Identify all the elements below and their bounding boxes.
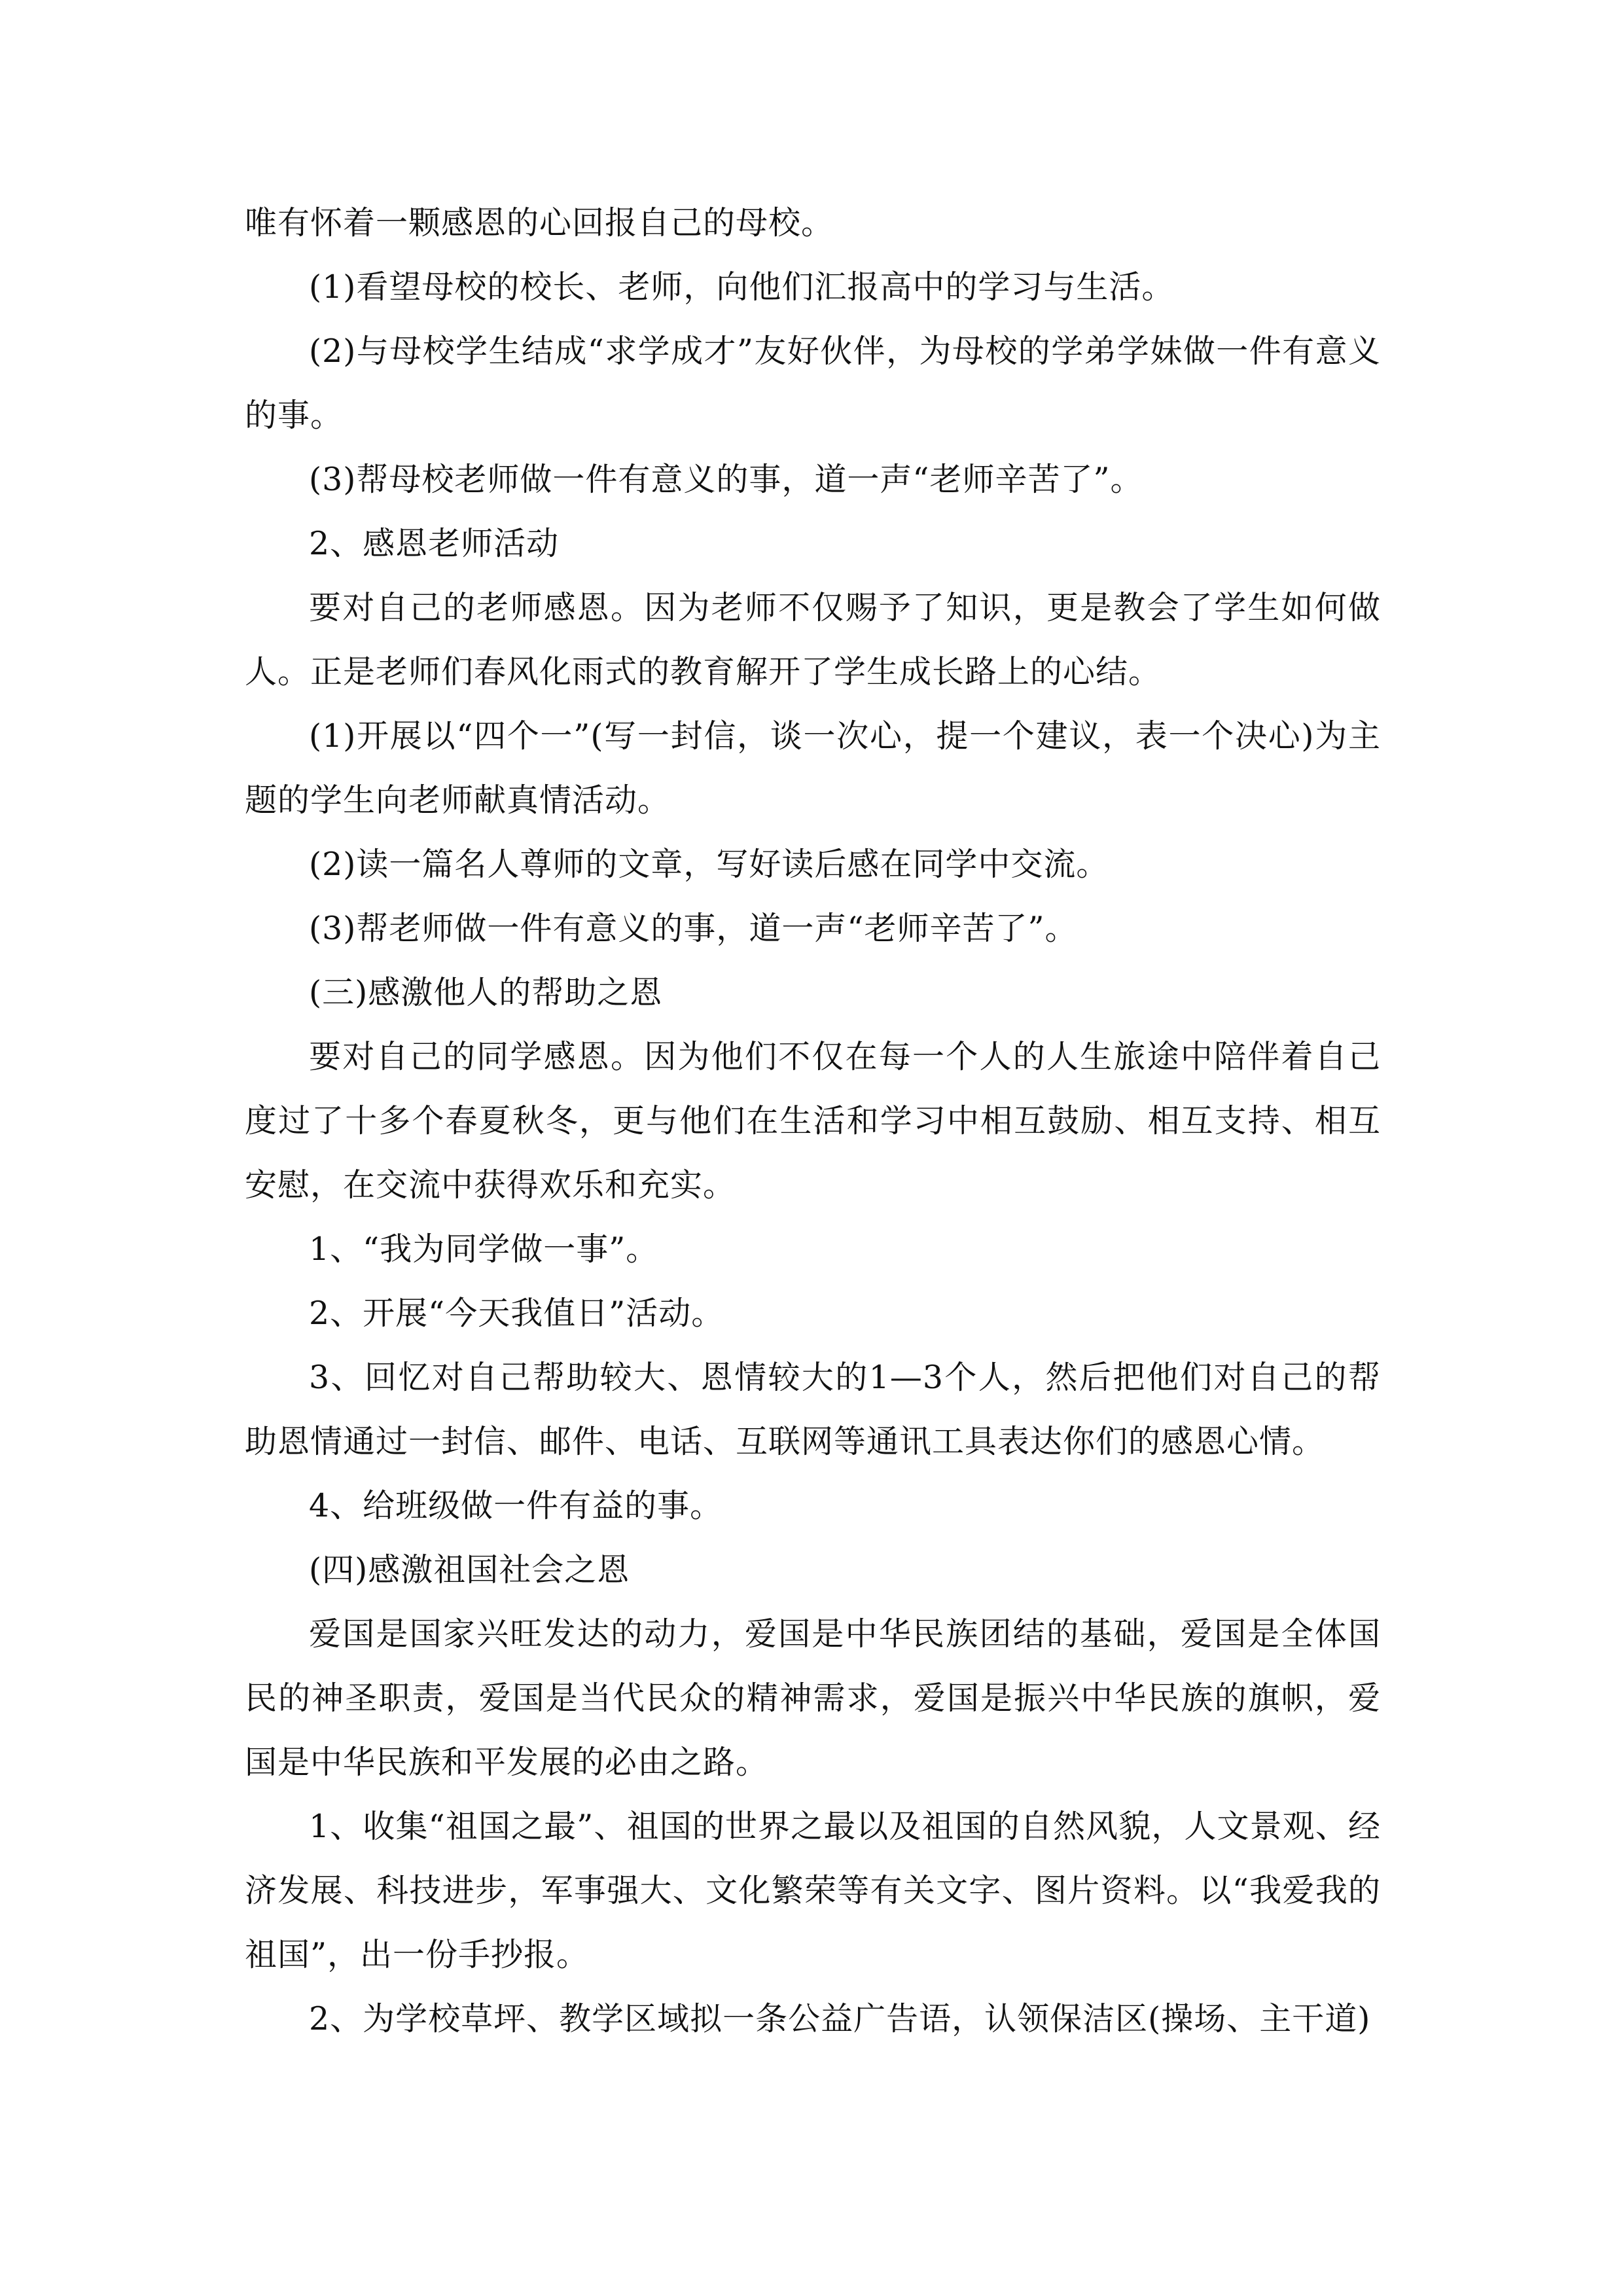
paragraph-11: 要对自己的同学感恩。因为他们不仅在每一个人的人生旅途中陪伴着自己度过了十多个春夏秋冬，更与他们在生活和学习中相互鼓励、相互支持、相互安慰，在交流中获得欢乐和充实。 [245, 1038, 1381, 1204]
paragraph-13: 2、开展“今天我值日”活动。 [309, 1295, 724, 1332]
paragraph-9: (3)帮老师做一件有意义的事，道一声“老师辛苦了”。 [309, 910, 1078, 947]
paragraph-17: 爱国是国家兴旺发达的动力，爱国是中华民族团结的基础，爱国是全体国民的神圣职责，爱国是当代民众的精神需求，爱国是振兴中华民族的旗帜，爱国是中华民族和平发展的必由之路。 [245, 1615, 1381, 1781]
document-body [245, 191, 1381, 2051]
paragraph-14: 3、回忆对自己帮助较大、恩情较大的1—3个人，然后把他们对自己的帮助恩情通过一封信、邮件、电话、互联网等通讯工具表达你们的感恩心情。 [245, 1359, 1381, 1460]
paragraph-7: (1)开展以“四个一”(写一封信，谈一次心，提一个建议，表一个决心)为主题的学生向老师献真情活动。 [245, 717, 1381, 819]
paragraph-3: (2)与母校学生结成“求学成才”友好伙伴，为母校的学弟学妹做一件有意义的事。 [245, 332, 1381, 434]
paragraph-2: (1)看望母校的校长、老师，向他们汇报高中的学习与生活。 [309, 268, 1175, 306]
paragraph-1: 唯有怀着一颗感恩的心回报自己的母校。 [245, 204, 834, 242]
section-heading-others-help: (三)感激他人的帮助之恩 [309, 974, 663, 1011]
paragraph-12: 1、“我为同学做一事”。 [309, 1230, 659, 1268]
paragraph-4: (3)帮母校老师做一件有意义的事，道一声“老师辛苦了”。 [309, 461, 1143, 498]
paragraph-8: (2)读一篇名人尊师的文章，写好读后感在同学中交流。 [309, 846, 1109, 883]
paragraph-19: 2、为学校草坪、教学区域拟一条公益广告语，认领保洁区(操场、主干道) [309, 2000, 1371, 2037]
paragraph-6: 要对自己的老师感恩。因为老师不仅赐予了知识，更是教会了学生如何做人。正是老师们春风化雨式的教育解开了学生成长路上的心结。 [245, 589, 1381, 691]
section-heading-teacher-activity: 2、感恩老师活动 [309, 525, 560, 562]
section-heading-motherland: (四)感激祖国社会之恩 [309, 1551, 630, 1588]
paragraph-18: 1、收集“祖国之最”、祖国的世界之最以及祖国的自然风貌，人文景观、经济发展、科技进步，军事强大、文化繁荣等有关文字、图片资料。以“我爱我的祖国”，出一份手抄报。 [245, 1808, 1381, 1973]
paragraph-15: 4、给班级做一件有益的事。 [309, 1487, 723, 1524]
